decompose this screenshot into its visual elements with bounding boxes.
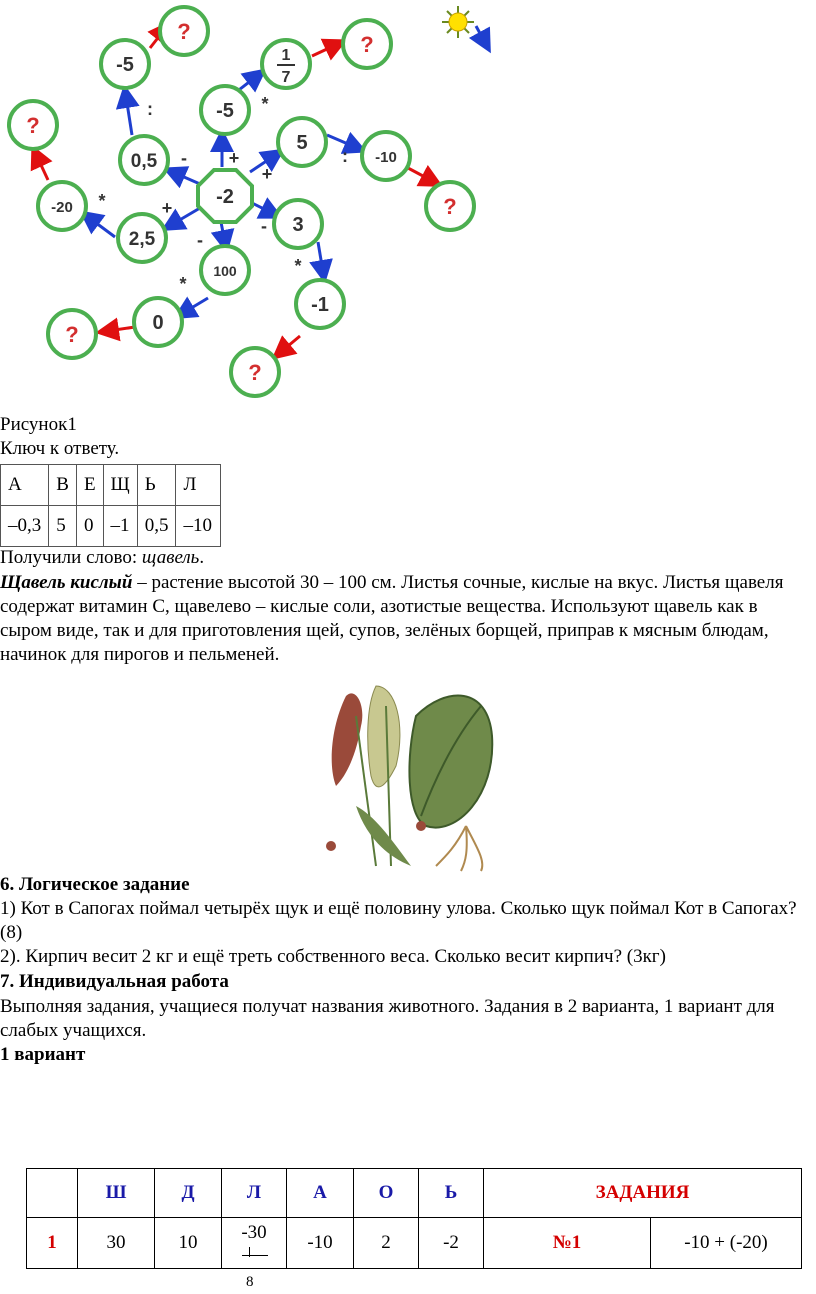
operator-label: : (147, 99, 153, 119)
tasks-header-cell: Ь (419, 1169, 484, 1218)
result-prefix: Получили слово: (0, 547, 142, 568)
key-header-cell: В (49, 465, 77, 506)
task-number: №1 (484, 1218, 651, 1269)
node-label-question: ? (177, 19, 191, 44)
sun-icon (442, 6, 474, 38)
node-label-question: ? (360, 32, 374, 57)
sorrel-title: Щавель кислый (0, 572, 133, 593)
answer-key-table (0, 464, 221, 547)
key-value-cell: –1 (103, 506, 137, 547)
tasks-header-cell: Л (222, 1169, 287, 1218)
node-label: -10 (375, 149, 397, 166)
table-row (27, 1169, 802, 1218)
operator-label: : (342, 146, 348, 166)
node-label-question: ? (65, 322, 79, 347)
sorrel-description (0, 571, 810, 667)
key-header-cell: Е (76, 465, 103, 506)
tasks-cell: -30 (222, 1218, 287, 1269)
number-chain-diagram (0, 0, 500, 400)
key-header-cell: Щ (103, 465, 137, 506)
node-label: 0,5 (130, 151, 158, 172)
fraction-line (242, 1255, 268, 1256)
sorrel-plant-illustration (316, 676, 500, 872)
figure-caption: Рисунок1 (0, 414, 77, 435)
operator-label: + (261, 164, 273, 184)
key-header-cell: Л (176, 465, 221, 506)
node-label: 5 (296, 132, 308, 154)
operator-label: - (181, 148, 187, 168)
sorrel-text: – растение высотой 30 – 100 см. Листья сочные, кислые на вкус. Листья щавеля содержат витамин С, щавелево – кислые соли, азотистые вещества. Используют щавель как в сыром виде, так и для приготовления щей, супов, зелёных борщей, приправ к мясным блюдам, начинок для пирогов и пельменей. (0, 572, 784, 665)
operator-label: - (261, 216, 267, 236)
operator-label: * (179, 274, 187, 294)
key-value-cell: –0,3 (1, 506, 49, 547)
svg-text:-2: -2 (216, 186, 234, 208)
key-value-cell: 0 (76, 506, 103, 547)
fraction-numerator: 1 (281, 47, 291, 64)
operator-label: + (161, 198, 173, 218)
section6-question2: 2). Кирпич весит 2 кг и ещё треть собственного веса. Сколько весит кирпич? (3кг) (0, 946, 666, 967)
operator-label: * (98, 191, 106, 211)
center-octagon-node (198, 170, 252, 222)
tasks-header-cell (27, 1169, 78, 1218)
variant-title: 1 вариант (0, 1044, 86, 1065)
node-label: -20 (51, 199, 73, 216)
answer-key-caption: Ключ к ответу. (0, 438, 120, 459)
node-label: -1 (311, 294, 329, 316)
task-expression: -10 + (-20) (651, 1218, 802, 1269)
key-header-cell: Ь (137, 465, 176, 506)
fraction-denominator: 7 (281, 69, 291, 86)
table-row (1, 506, 221, 547)
tasks-header-cell: А (287, 1169, 354, 1218)
tasks-header-cell: О (354, 1169, 419, 1218)
tasks-header-assignments: ЗАДАНИЯ (484, 1169, 802, 1218)
result-word: щавель (141, 547, 200, 568)
result-suffix: . (199, 547, 205, 568)
tasks-header-cell: Д (155, 1169, 222, 1218)
operator-label: * (294, 256, 302, 276)
node-label: 3 (292, 214, 304, 236)
tasks-row-number: 1 (27, 1218, 78, 1269)
key-header-cell: А (1, 465, 49, 506)
key-value-cell: 0,5 (137, 506, 176, 547)
table-row (1, 465, 221, 506)
tasks-table (26, 1168, 802, 1269)
operator-label: * (261, 94, 269, 114)
node-label-question: ? (248, 360, 262, 385)
operator-label: + (228, 148, 240, 168)
tasks-cell: 10 (155, 1218, 222, 1269)
table-row (27, 1218, 802, 1269)
section6-title: 6. Логическое задание (0, 874, 190, 895)
section6-question1: 1) Кот в Сапогах поймал четырёх щук и ещё половину улова. Сколько щук поймал Кот в Сапогах? (8) (0, 898, 797, 943)
section7-title: 7. Индивидуальная работа (0, 971, 229, 992)
key-value-cell: 5 (49, 506, 77, 547)
node-label: 2,5 (128, 229, 156, 250)
node-label: -5 (116, 54, 134, 76)
result-line (0, 546, 810, 570)
tasks-cell: -2 (419, 1218, 484, 1269)
node-label: 100 (213, 263, 237, 279)
tasks-cell: 2 (354, 1218, 419, 1269)
tasks-cell: 30 (78, 1218, 155, 1269)
node-label: -5 (216, 100, 234, 122)
tasks-cell: -10 (287, 1218, 354, 1269)
fraction-denominator-8: 8 (246, 1274, 254, 1290)
key-value-cell: –10 (176, 506, 221, 547)
node-label-question: ? (26, 113, 40, 138)
node-label-question: ? (443, 194, 457, 219)
operator-label: - (197, 230, 203, 250)
section7-text: Выполняя задания, учащиеся получат названия животного. Задания в 2 варианта, 1 вариант для слабых учащихся. (0, 996, 775, 1041)
node-label: 0 (152, 312, 164, 334)
tasks-header-cell: Ш (78, 1169, 155, 1218)
